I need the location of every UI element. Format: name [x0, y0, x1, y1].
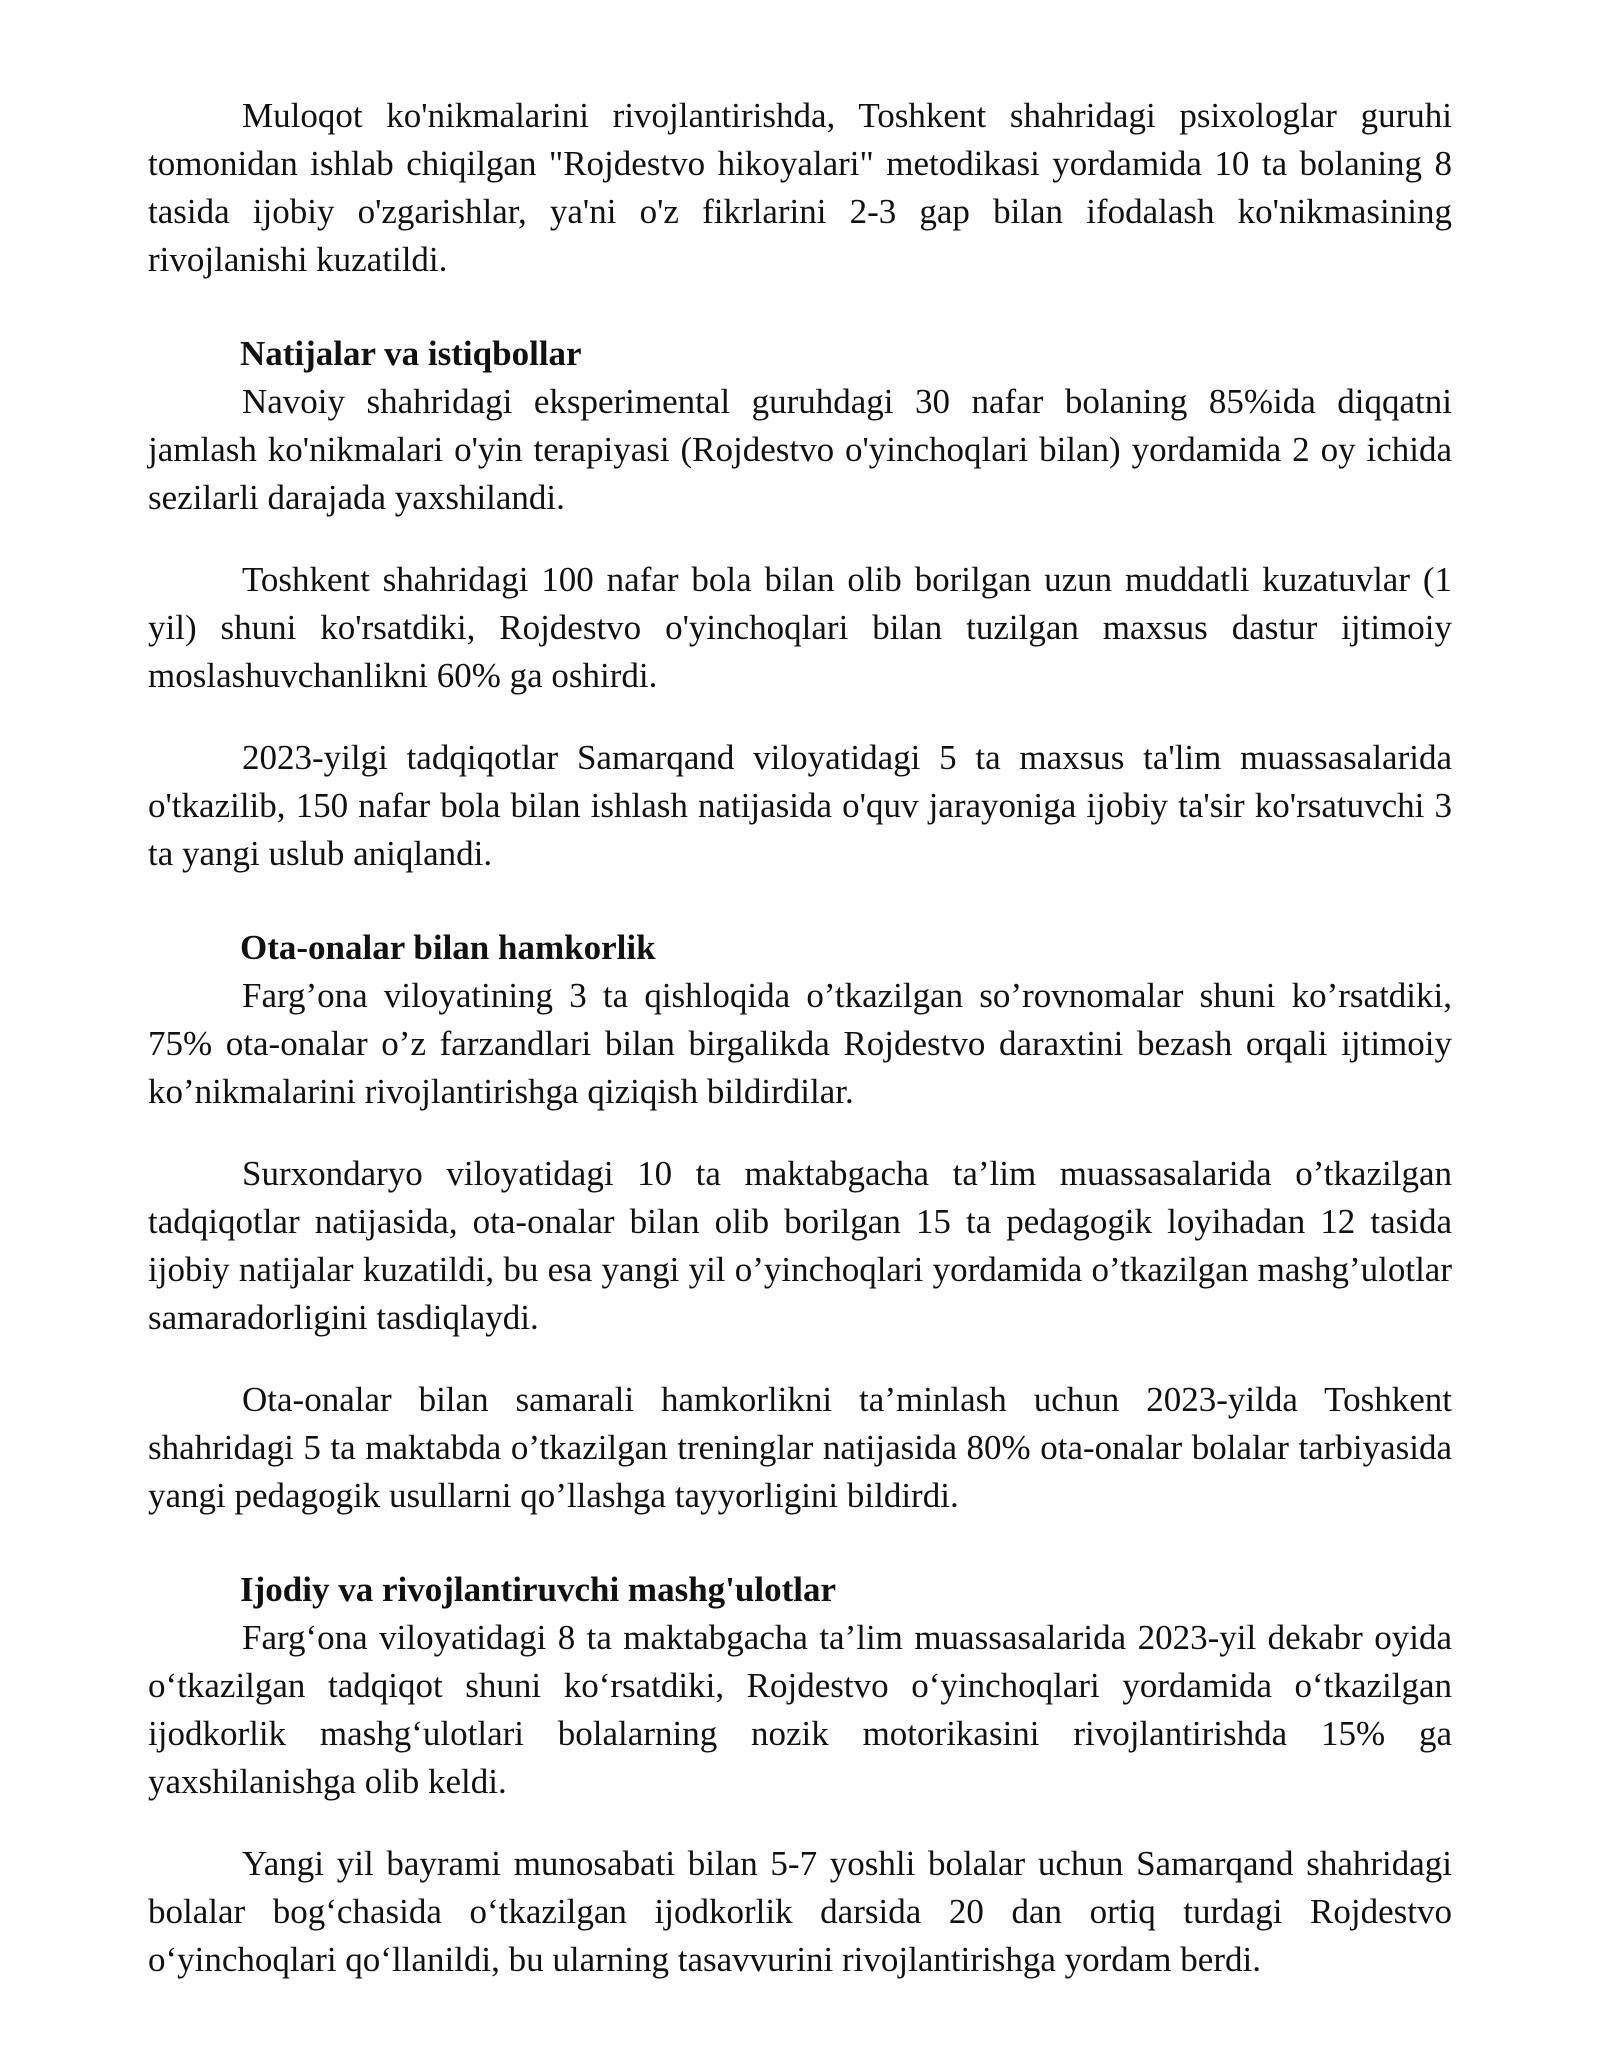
- section-heading-parents: Ota-onalar bilan hamkorlik: [240, 928, 656, 967]
- document-page: [148, 92, 1452, 1984]
- parents-paragraph-3: Ota-onalar bilan samarali hamkorlikni ta’minlash uchun 2023-yilda Toshkent shahridagi 5 ta maktabda o’tkazilgan treninglar natijasida 80% ota-onalar bolalar tarbiyasida yangi pedagogik usullarni qo’llashga tayyorligini bildirdi.: [148, 1380, 1452, 1515]
- creative-paragraph-2: Yangi yil bayrami munosabati bilan 5-7 yoshli bolalar uchun Samarqand shahridagi bolalar bog‘chasida o‘tkazilgan ijodkorlik darsida 20 dan ortiq turdagi Rojdestvo o‘yinchoqlari qo‘llanildi, bu ularning tasavvurini rivojlantirishga yordam berdi.: [148, 1844, 1452, 1979]
- parents-paragraph-1: Farg’ona viloyatining 3 ta qishloqida o’tkazilgan so’rovnomalar shuni ko’rsatdiki, 75% ota-onalar o’z farzandlari bilan birgalikda Rojdestvo daraxtini bezash orqali ijtimoiy ko’nikmalarini rivojlantirishga qiziqish bildirdilar.: [148, 976, 1452, 1111]
- results-paragraph-1: Navoiy shahridagi eksperimental guruhdagi 30 nafar bolaning 85%ida diqqatni jamlash ko'nikmalari o'yin terapiyasi (Rojdestvo o'yinchoqlari bilan) yordamida 2 oy ichida sezilarli darajada yaxshilandi.: [148, 382, 1452, 517]
- section-heading-creative: Ijodiy va rivojlantiruvchi mashg'ulotlar: [240, 1570, 836, 1609]
- creative-paragraph-1: Farg‘ona viloyatidagi 8 ta maktabgacha ta’lim muassasalarida 2023-yil dekabr oyida o‘tkazilgan tadqiqot shuni ko‘rsatdiki, Rojdestvo o‘yinchoqlari yordamida o‘tkazilgan ijodkorlik mashg‘ulotlari bolalarning nozik motorikasini rivojlantirishda 15% ga yaxshilanishga olib keldi.: [148, 1618, 1452, 1801]
- results-paragraph-3: 2023-yilgi tadqiqotlar Samarqand viloyatidagi 5 ta maxsus ta'lim muassasalarida o'tkazilib, 150 nafar bola bilan ishlash natijasida o'quv jarayoniga ijobiy ta'sir ko'rsatuvchi 3 ta yangi uslub aniqlandi.: [148, 738, 1452, 873]
- section-heading-results: Natijalar va istiqbollar: [240, 334, 582, 373]
- results-paragraph-2: Toshkent shahridagi 100 nafar bola bilan olib borilgan uzun muddatli kuzatuvlar (1 yil) shuni ko'rsatdiki, Rojdestvo o'yinchoqlari bilan tuzilgan maxsus dastur ijtimoiy moslashuvchanlikni 60% ga oshirdi.: [148, 560, 1452, 695]
- intro-paragraph: Muloqot ko'nikmalarini rivojlantirishda, Toshkent shahridagi psixologlar guruhi tomonidan ishlab chiqilgan "Rojdestvo hikoyalari" metodikasi yordamida 10 ta bolaning 8 tasida ijobiy o'zgarishlar, ya'ni o'z fikrlarini 2-3 gap bilan ifodalash ko'nikmasining rivojlanishi kuzatildi.: [148, 96, 1452, 279]
- parents-paragraph-2: Surxondaryo viloyatidagi 10 ta maktabgacha ta’lim muassasalarida o’tkazilgan tadqiqotlar natijasida, ota-onalar bilan olib borilgan 15 ta pedagogik loyihadan 12 tasida ijobiy natijalar kuzatildi, bu esa yangi yil o’yinchoqlari yordamida o’tkazilgan mashg’ulotlar samaradorligini tasdiqlaydi.: [148, 1154, 1452, 1337]
